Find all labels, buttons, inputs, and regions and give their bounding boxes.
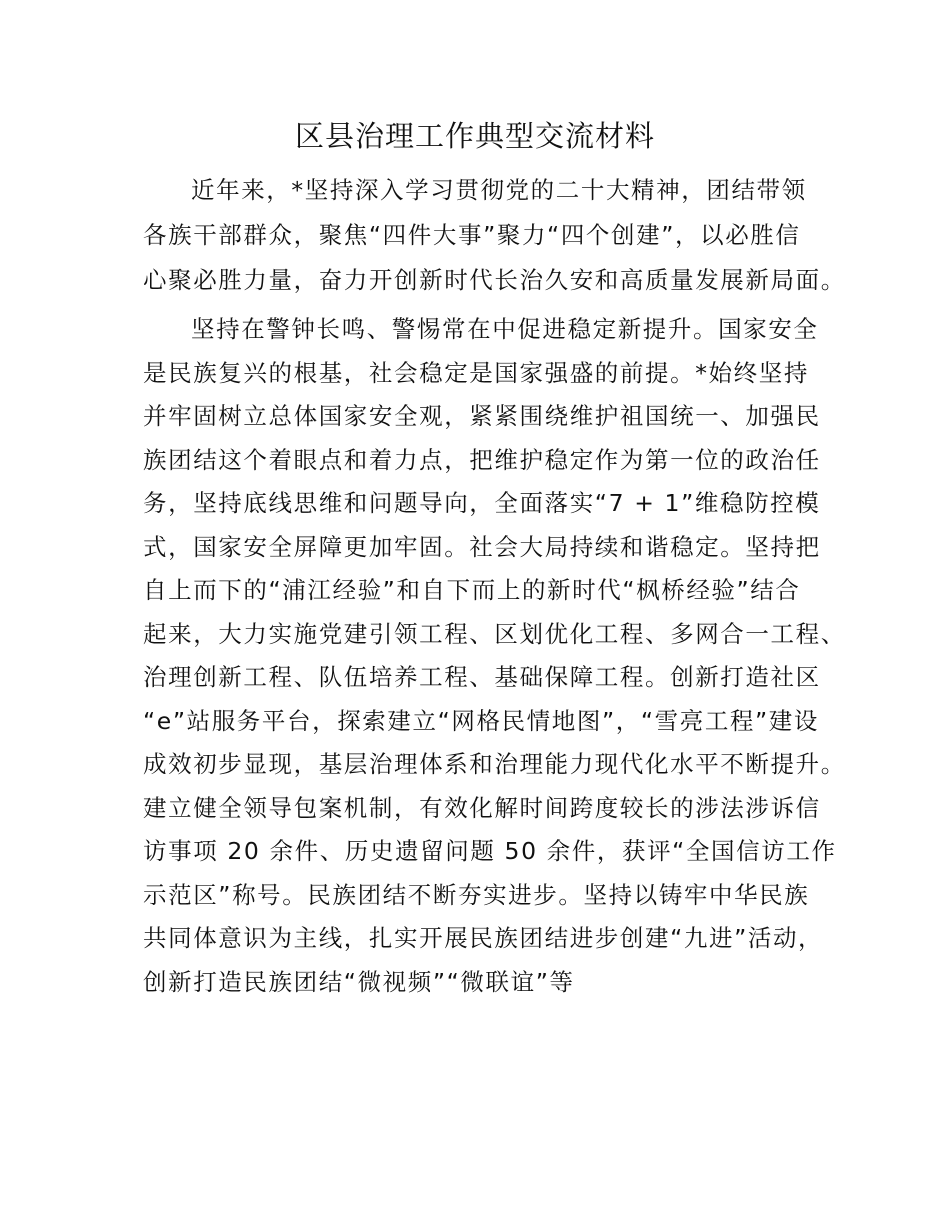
paragraph-intro	[143, 168, 863, 303]
text-line: 式，国家安全屏障更加牢固。社会大局持续和谐稳定。坚持把	[143, 532, 821, 561]
text-line: 务，坚持底线思维和问题导向，全面落实“7 + 1”维稳防控模	[143, 489, 821, 517]
text-line: 各族干部群众，聚焦“四件大事”聚力“四个创建”，以必胜信	[143, 221, 801, 249]
text-line: 坚持在警钟长鸣、警惕常在中促进稳定新提升。国家安全	[191, 315, 819, 343]
text-line: 近年来，*坚持深入学习贯彻党的二十大精神，团结带领	[191, 176, 807, 204]
paragraph-stability	[143, 308, 863, 1004]
text-line: 共同体意识为主线，扎实开展民族团结进步创建“九进”活动，	[143, 924, 824, 952]
text-line: 建立健全领导包案机制，有效化解时间跨度较长的涉法涉诉信	[143, 793, 821, 822]
document-title: 区县治理工作典型交流材料	[294, 119, 655, 153]
text-line: 心聚必胜力量，奋力开创新时代长治久安和高质量发展新局面。	[143, 266, 846, 294]
text-line: 起来，大力实施党建引领工程、区划优化工程、多网合一工程、	[143, 619, 846, 648]
text-line: 族团结这个着眼点和着力点，把维护稳定作为第一位的政治任	[143, 445, 821, 474]
text-line: 治理创新工程、队伍培养工程、基础保障工程。创新打造社区	[143, 663, 821, 691]
text-line: 成效初步显现，基层治理体系和治理能力现代化水平不断提升。	[143, 750, 846, 778]
text-line: 创新打造民族团结“微视频”“微联谊”等	[143, 967, 575, 996]
text-line: 是民族复兴的根基，社会稳定是国家强盛的前提。*始终坚持	[143, 358, 809, 387]
text-line: 示范区”称号。民族团结不断夯实进步。坚持以铸牢中华民族	[143, 880, 810, 909]
text-line: 并牢固树立总体国家安全观，紧紧围绕维护祖国统一、加强民	[143, 402, 821, 430]
text-line: “e”站服务平台，探索建立“网格民情地图”，“雪亮工程”建设	[143, 706, 820, 735]
text-line: 访事项 20 余件、历史遗留问题 50 余件，获评“全国信访工作	[143, 837, 837, 865]
text-line: 自上而下的“浦江经验”和自下而上的新时代“枫桥经验”结合	[143, 576, 801, 604]
